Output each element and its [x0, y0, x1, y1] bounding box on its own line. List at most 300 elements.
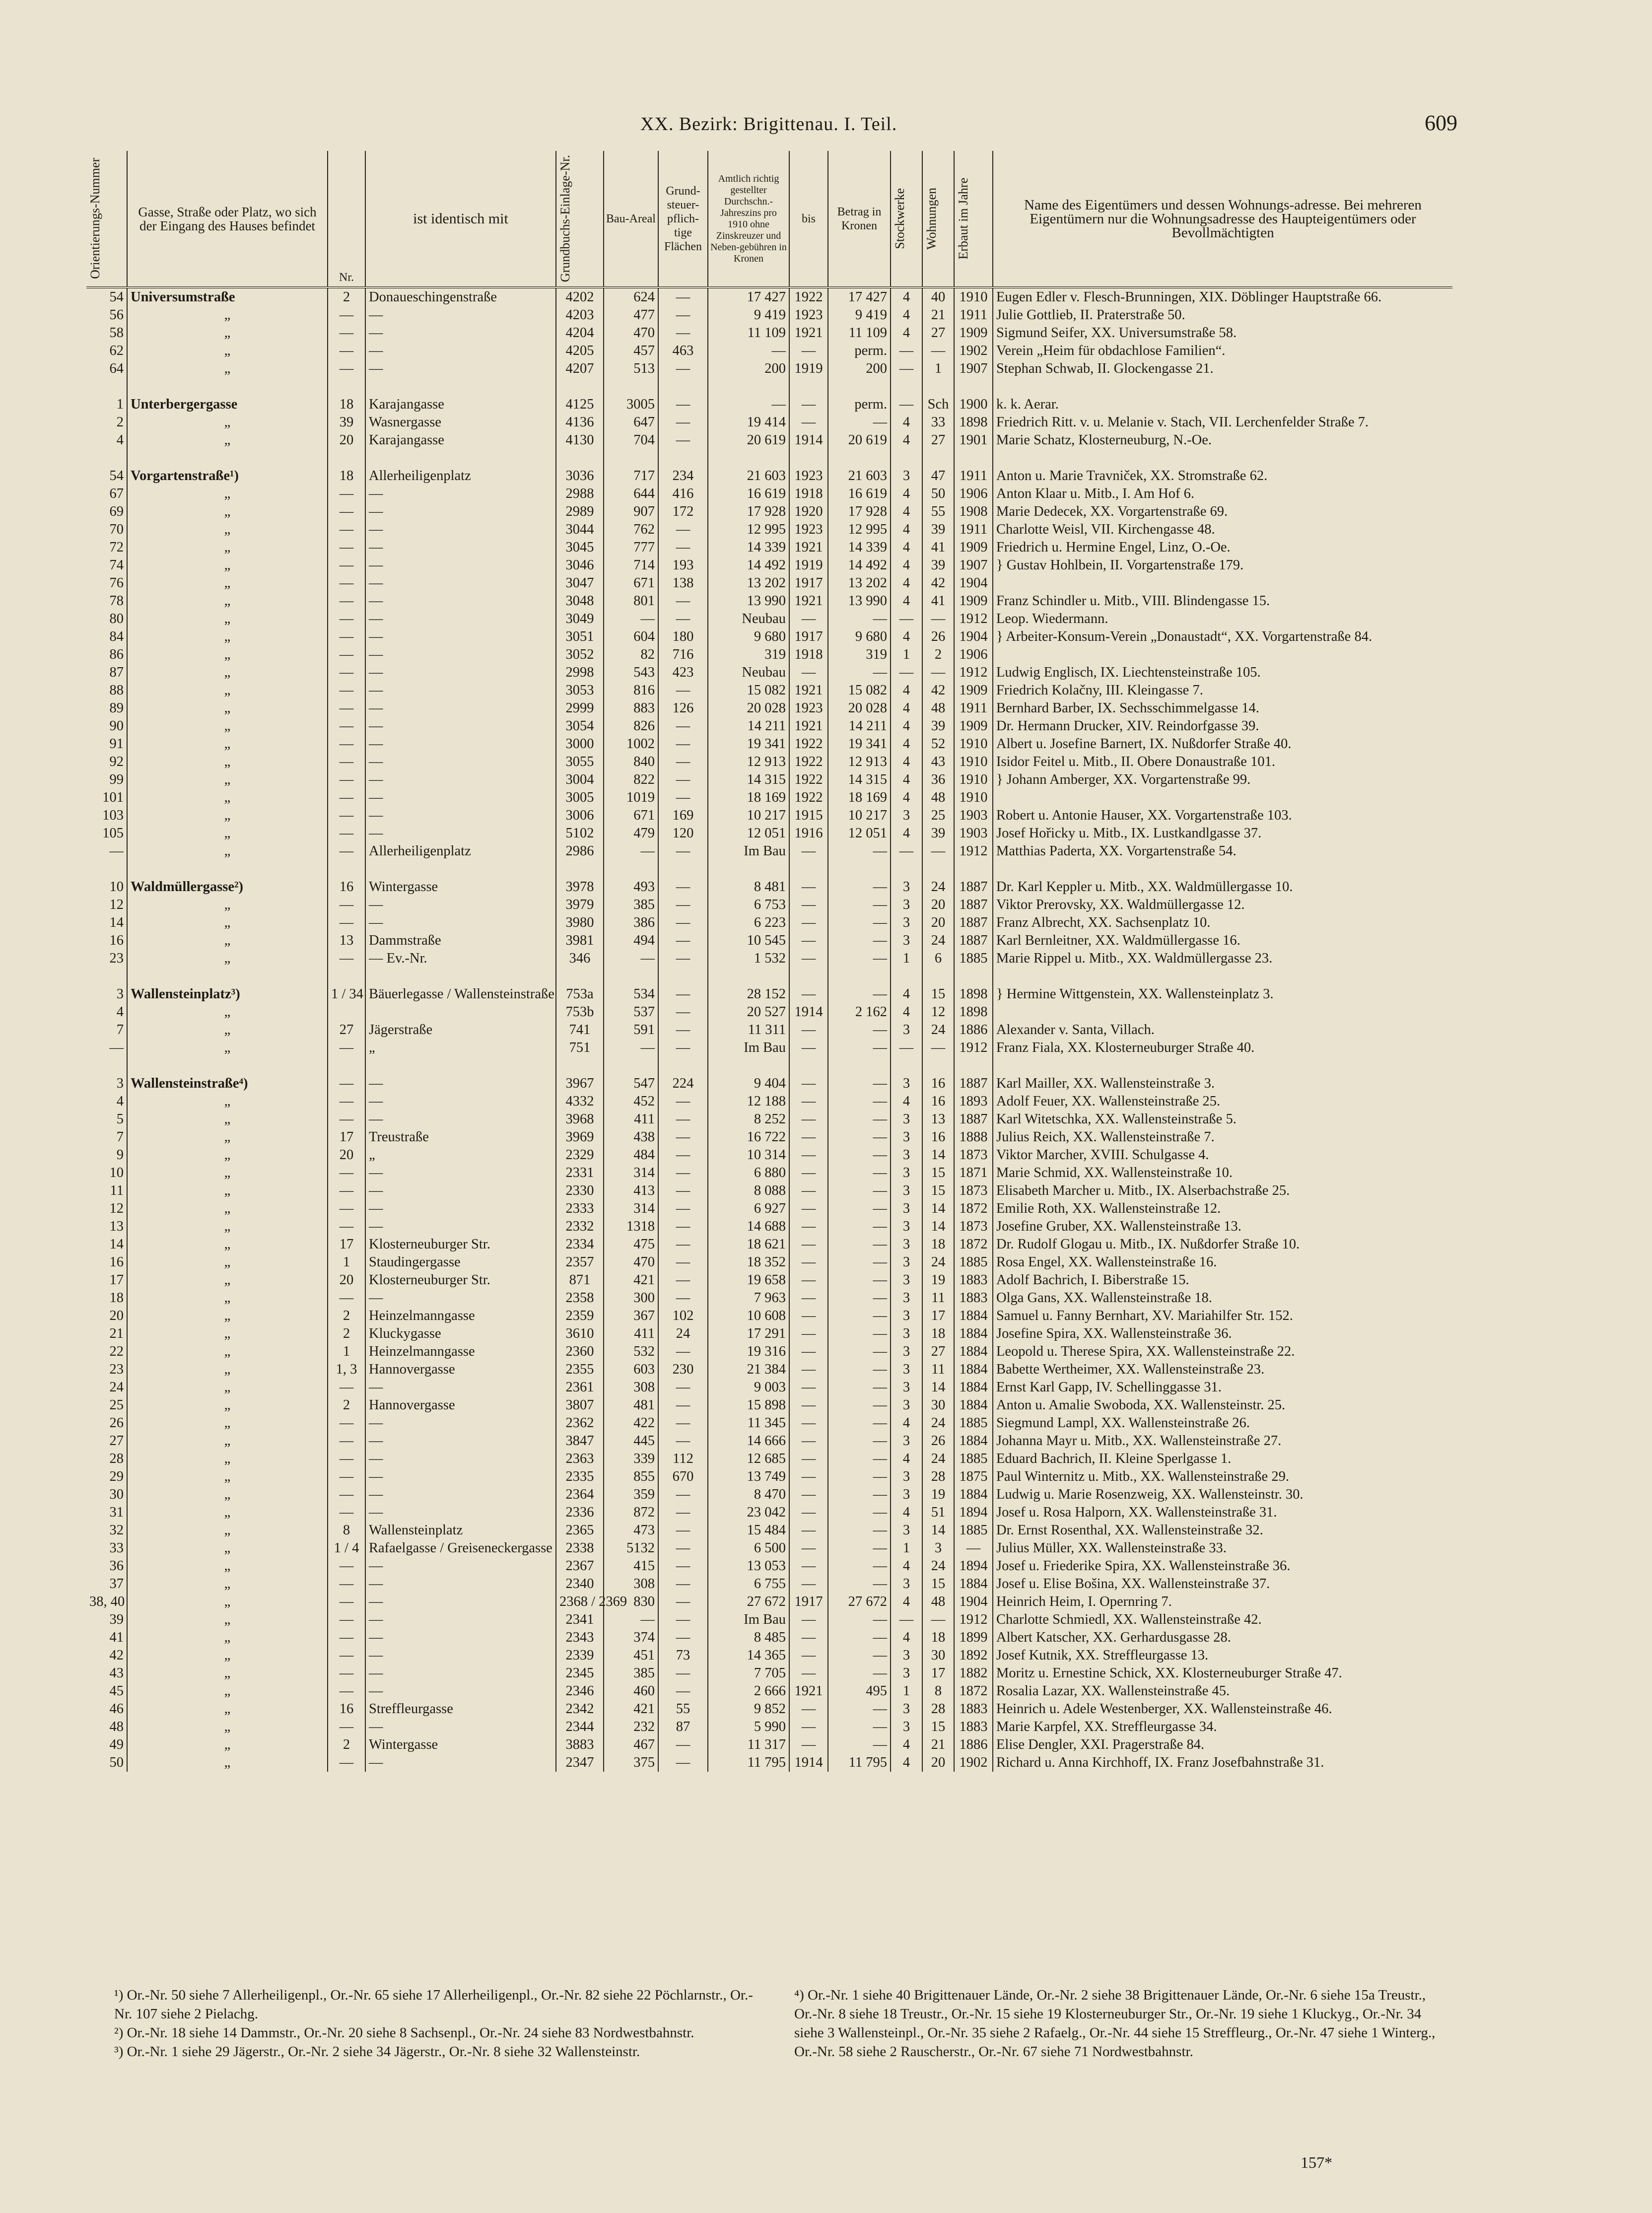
cell-f: — [658, 1343, 708, 1361]
cell-b: — [789, 1575, 828, 1593]
cell-y: 1910 [954, 735, 993, 753]
cell-w: — [922, 842, 954, 860]
cell-o: 27 [86, 1432, 127, 1450]
table-row [86, 628, 1452, 646]
cell-k: 20 028 [828, 699, 891, 717]
cell-z: 8 470 [708, 1486, 789, 1504]
cell-g [556, 968, 604, 985]
cell-st: 4 [891, 789, 922, 807]
cell-f [658, 1057, 708, 1075]
cell-o [86, 378, 127, 396]
cell-o: 42 [86, 1647, 127, 1664]
cell-i: — [365, 1200, 556, 1218]
cell-st: — [891, 610, 922, 628]
cell-e: } Johann Amberger, XX. Vorgartenstraße 99. [996, 772, 1251, 787]
cell-f: — [658, 1486, 708, 1504]
table-row [86, 717, 1452, 735]
cell-e: Dr. Karl Keppler u. Mitb., XX. Waldmüllergasse 10. [996, 879, 1293, 895]
spacer-row [86, 860, 1452, 878]
cell-w [922, 1057, 954, 1075]
cell-z: 19 341 [708, 735, 789, 753]
cell-y: 1887 [954, 1110, 993, 1128]
cell-e: Bernhard Barber, IX. Sechsschimmelgasse 14. [996, 700, 1259, 716]
cell-z: 21 384 [708, 1361, 789, 1379]
cell-k: — [828, 1271, 891, 1289]
cell-o: 25 [86, 1396, 127, 1414]
cell-w: 14 [922, 1146, 954, 1164]
cell-w: 30 [922, 1396, 954, 1414]
cell-n: 1, 3 [328, 1361, 365, 1379]
cell-y: 1884 [954, 1379, 993, 1396]
cell-s: Waldmüllergasse²) [127, 878, 328, 896]
cell-o: 50 [86, 1754, 127, 1772]
cell-o: 16 [86, 1253, 127, 1271]
cell-e: Dr. Ernst Rosenthal, XX. Wallensteinstraße 32. [996, 1522, 1263, 1538]
page-number: 609 [1425, 111, 1457, 135]
cell-e: Albert u. Josefine Barnert, IX. Nußdorfer Straße 40. [996, 736, 1292, 752]
cell-b: — [789, 1664, 828, 1682]
cell-st: 3 [891, 1468, 922, 1486]
cell-e: Marie Karpfel, XX. Streffleurgasse 34. [996, 1719, 1217, 1734]
cell-s [127, 1057, 328, 1075]
cell-f: 24 [658, 1325, 708, 1343]
cell-g: 3052 [556, 646, 604, 664]
cell-st: 3 [891, 1128, 922, 1146]
cell-g: 2341 [556, 1611, 604, 1629]
table-row [86, 1664, 1452, 1682]
cell-b: 1921 [789, 592, 828, 610]
cell-s: „ [127, 932, 328, 950]
table-row [86, 1128, 1452, 1146]
cell-st: 4 [891, 1093, 922, 1110]
cell-w: 6 [922, 950, 954, 968]
cell-e: Friedrich Kolačny, III. Kleingasse 7. [996, 683, 1203, 698]
cell-a: 826 [604, 717, 658, 735]
cell-st: 3 [891, 1075, 922, 1093]
cell-s: „ [127, 1611, 328, 1629]
cell-b: — [789, 1343, 828, 1361]
cell-w: — [922, 664, 954, 682]
cell-o: 4 [86, 1093, 127, 1110]
cell-z: 8 485 [708, 1629, 789, 1647]
cell-w: 18 [922, 1629, 954, 1647]
cell-s: „ [127, 1379, 328, 1396]
cell-n: — [328, 842, 365, 860]
cell-i: — [365, 699, 556, 717]
cell-st: — [891, 342, 922, 360]
cell-z: 6 927 [708, 1200, 789, 1218]
cell-a: 457 [604, 342, 658, 360]
cell-st: 3 [891, 1182, 922, 1200]
cell-z: 12 913 [708, 753, 789, 771]
cell-g: 3051 [556, 628, 604, 646]
cell-e: Ludwig Englisch, IX. Liechtensteinstraße 105. [996, 665, 1261, 680]
cell-f: 73 [658, 1647, 708, 1664]
cell-n: — [328, 1611, 365, 1629]
cell-a: 470 [604, 324, 658, 342]
cell-s: „ [127, 1629, 328, 1647]
cell-f: — [658, 753, 708, 771]
cell-b: — [789, 1468, 828, 1486]
cell-w: 26 [922, 1432, 954, 1450]
cell-n: — [328, 1575, 365, 1593]
cell-a: 624 [604, 287, 658, 306]
table-row [86, 985, 1452, 1003]
cell-z: 16 722 [708, 1128, 789, 1146]
col-bau-areal: Bau-Areal [604, 151, 658, 287]
cell-b: 1915 [789, 807, 828, 825]
cell-a: 82 [604, 646, 658, 664]
cell-a: 704 [604, 431, 658, 449]
cell-z: 18 169 [708, 789, 789, 807]
cell-n: 1 [328, 1343, 365, 1361]
cell-s: „ [127, 807, 328, 825]
cell-e: k. k. Aerar. [996, 397, 1059, 412]
cell-o: 92 [86, 753, 127, 771]
cell-w: 17 [922, 1664, 954, 1682]
cell-st: 3 [891, 932, 922, 950]
cell-st: 3 [891, 878, 922, 896]
table-row [86, 914, 1452, 932]
cell-i: — [365, 1504, 556, 1521]
cell-y: 1910 [954, 753, 993, 771]
cell-k: 17 427 [828, 287, 891, 306]
cell-z: 11 345 [708, 1414, 789, 1432]
cell-b: 1923 [789, 699, 828, 717]
cell-b: 1917 [789, 1593, 828, 1611]
cell-g: 2989 [556, 503, 604, 521]
cell-n: — [328, 807, 365, 825]
cell-w: 19 [922, 1271, 954, 1289]
cell-w: 41 [922, 592, 954, 610]
cell-w: 18 [922, 1325, 954, 1343]
cell-i: Wintergasse [365, 878, 556, 896]
cell-a: 604 [604, 628, 658, 646]
cell-a: 644 [604, 485, 658, 503]
table-row [86, 360, 1452, 378]
cell-s: „ [127, 414, 328, 431]
cell-a: 421 [604, 1700, 658, 1718]
cell-st: 4 [891, 287, 922, 306]
cell-k: — [828, 1128, 891, 1146]
cell-a: 411 [604, 1110, 658, 1128]
cell-e: Friedrich u. Hermine Engel, Linz, O.-Oe. [996, 540, 1231, 555]
cell-e: Marie Schatz, Klosterneuburg, N.-Oe. [996, 432, 1212, 448]
cell-e: Leop. Wiedermann. [996, 611, 1108, 626]
cell-y: 1910 [954, 287, 993, 306]
cell-n: — [328, 1682, 365, 1700]
cell-w: 43 [922, 753, 954, 771]
cell-a: 822 [604, 771, 658, 789]
cell-i [365, 860, 556, 878]
table-row [86, 771, 1452, 789]
cell-n: — [328, 1718, 365, 1736]
cell-n: 20 [328, 1146, 365, 1164]
cell-i: — [365, 1718, 556, 1736]
cell-g: 2345 [556, 1664, 604, 1682]
cell-e: Isidor Feitel u. Mitb., II. Obere Donaustraße 101. [996, 754, 1275, 769]
cell-f: — [658, 1128, 708, 1146]
cell-s: „ [127, 1450, 328, 1468]
cell-w: 14 [922, 1379, 954, 1396]
cell-g: 2338 [556, 1539, 604, 1557]
cell-z: 14 339 [708, 539, 789, 556]
cell-k: — [828, 842, 891, 860]
cell-f: — [658, 1021, 708, 1039]
cell-w: 24 [922, 1253, 954, 1271]
table-row [86, 1539, 1452, 1557]
cell-s: „ [127, 1682, 328, 1700]
cell-f: — [658, 914, 708, 932]
cell-a: 473 [604, 1521, 658, 1539]
cell-y: 1884 [954, 1432, 993, 1450]
cell-g: 2333 [556, 1200, 604, 1218]
cell-b: — [789, 1504, 828, 1521]
cell-e: Friedrich Ritt. v. u. Melanie v. Stach, VII. Lerchenfelder Straße 7. [996, 415, 1369, 430]
table-row [86, 1289, 1452, 1307]
cell-s: „ [127, 1093, 328, 1110]
cell-o: 21 [86, 1325, 127, 1343]
cell-a: 840 [604, 753, 658, 771]
cell-st: 4 [891, 1414, 922, 1432]
cell-st: 4 [891, 699, 922, 717]
cell-n: — [328, 1110, 365, 1128]
cell-s: „ [127, 1504, 328, 1521]
cell-a: — [604, 1039, 658, 1057]
cell-w: 13 [922, 1110, 954, 1128]
cell-n: — [328, 1182, 365, 1200]
cell-y: 1909 [954, 324, 993, 342]
cell-i: — [365, 1075, 556, 1093]
cell-e [993, 574, 1452, 592]
cell-b: — [789, 950, 828, 968]
cell-st: 3 [891, 1361, 922, 1379]
table-row [86, 1468, 1452, 1486]
cell-w: 52 [922, 735, 954, 753]
cell-e: Karl Witetschka, XX. Wallensteinstraße 5. [996, 1111, 1237, 1127]
cell-s: „ [127, 1593, 328, 1611]
cell-o: 11 [86, 1182, 127, 1200]
cell-y: 1884 [954, 1361, 993, 1379]
cell-s: „ [127, 1110, 328, 1128]
cell-y: 1892 [954, 1647, 993, 1664]
cell-a [604, 860, 658, 878]
cell-n: 39 [328, 414, 365, 431]
cell-y: — [954, 1539, 993, 1557]
cell-g: 4136 [556, 414, 604, 431]
cell-k: — [828, 1432, 891, 1450]
cell-z: 11 795 [708, 1754, 789, 1772]
cell-e: Franz Albrecht, XX. Sachsenplatz 10. [996, 915, 1211, 930]
cell-st [891, 378, 922, 396]
cell-n: — [328, 699, 365, 717]
cell-a: 421 [604, 1271, 658, 1289]
cell-i: Karajangasse [365, 396, 556, 414]
cell-e: Anton Klaar u. Mitb., I. Am Hof 6. [996, 486, 1194, 501]
cell-w: 15 [922, 1718, 954, 1736]
cell-k: — [828, 1700, 891, 1718]
cell-a: 411 [604, 1325, 658, 1343]
cell-i: Wintergasse [365, 1736, 556, 1754]
cell-o: 48 [86, 1718, 127, 1736]
cell-z: 12 188 [708, 1093, 789, 1110]
table-row [86, 1754, 1452, 1772]
col-grundbuch: Grundbuchs-Einlage-Nr. [556, 151, 604, 287]
cell-e: Leopold u. Therese Spira, XX. Wallensteinstraße 22. [996, 1344, 1295, 1359]
cell-a: 314 [604, 1200, 658, 1218]
cell-k: — [828, 914, 891, 932]
table-row [86, 1414, 1452, 1432]
cell-o: 72 [86, 539, 127, 556]
cell-g: 2358 [556, 1289, 604, 1307]
cell-f: — [658, 1611, 708, 1629]
cell-k: — [828, 1218, 891, 1236]
cell-w: 39 [922, 556, 954, 574]
table-row [86, 1021, 1452, 1039]
cell-a: 385 [604, 896, 658, 914]
cell-y: 1872 [954, 1682, 993, 1700]
cell-s: „ [127, 574, 328, 592]
cell-f: — [658, 1754, 708, 1772]
cell-o: 103 [86, 807, 127, 825]
cell-n: — [328, 539, 365, 556]
cell-i: — [365, 646, 556, 664]
cell-s: „ [127, 360, 328, 378]
cell-f: — [658, 539, 708, 556]
cell-y: 1902 [954, 342, 993, 360]
cell-k: — [828, 1611, 891, 1629]
cell-y: 1883 [954, 1718, 993, 1736]
cell-f: 138 [658, 574, 708, 592]
cell-g: 753a [556, 985, 604, 1003]
cell-e: Anton u. Marie Travniček, XX. Stromstraße 62. [996, 468, 1268, 484]
cell-o: 29 [86, 1468, 127, 1486]
cell-e: Verein „Heim für obdachlose Familien“. [996, 343, 1226, 358]
cell-k: 13 990 [828, 592, 891, 610]
cell-n: — [328, 1218, 365, 1236]
cell-y: 1898 [954, 985, 993, 1003]
cell-w: 20 [922, 896, 954, 914]
cell-z: 10 545 [708, 932, 789, 950]
table-row [86, 1504, 1452, 1521]
cell-i: — [365, 1164, 556, 1182]
cell-o: 39 [86, 1611, 127, 1629]
col-erbaut: Erbaut im Jahre [954, 151, 993, 287]
table-row [86, 646, 1452, 664]
cell-k: — [828, 1039, 891, 1057]
cell-f: — [658, 789, 708, 807]
cell-z: Im Bau [708, 1611, 789, 1629]
cell-st: 3 [891, 1271, 922, 1289]
cell-b: — [789, 932, 828, 950]
cell-f: — [658, 1736, 708, 1754]
cell-n: 17 [328, 1128, 365, 1146]
col-identical: ist identisch mit [365, 151, 556, 287]
cell-b: — [789, 1289, 828, 1307]
cell-a: 534 [604, 985, 658, 1003]
table-row [86, 682, 1452, 699]
cell-w: 14 [922, 1218, 954, 1236]
cell-o: 2 [86, 414, 127, 431]
cell-g: 3807 [556, 1396, 604, 1414]
cell-k: — [828, 1093, 891, 1110]
cell-z: 6 500 [708, 1539, 789, 1557]
cell-a: — [604, 1611, 658, 1629]
table-row [86, 825, 1452, 842]
cell-g: 3610 [556, 1325, 604, 1343]
cell-k: — [828, 1557, 891, 1575]
cell-n: — [328, 628, 365, 646]
cell-st: 4 [891, 771, 922, 789]
cell-a: 5132 [604, 1539, 658, 1557]
cell-s: „ [127, 753, 328, 771]
table-row [86, 503, 1452, 521]
cell-g: 3049 [556, 610, 604, 628]
cell-w: 24 [922, 878, 954, 896]
cell-e: Viktor Prerovsky, XX. Waldmüllergasse 12. [996, 897, 1245, 912]
cell-st: 3 [891, 1307, 922, 1325]
cell-e: Josefine Spira, XX. Wallensteinstraße 36. [996, 1326, 1232, 1341]
cell-k: — [828, 1414, 891, 1432]
cell-k [828, 449, 891, 467]
cell-k: — [828, 1236, 891, 1253]
cell-k: 11 795 [828, 1754, 891, 1772]
cell-st [891, 449, 922, 467]
cell-n: — [328, 1379, 365, 1396]
cell-k: — [828, 1021, 891, 1039]
cell-o: 91 [86, 735, 127, 753]
cell-s: Wallensteinstraße⁴) [127, 1075, 328, 1093]
cell-n [328, 860, 365, 878]
cell-k: 495 [828, 1682, 891, 1700]
cell-f: — [658, 896, 708, 914]
cell-st: 4 [891, 574, 922, 592]
cell-s: „ [127, 1575, 328, 1593]
cell-a [604, 378, 658, 396]
cell-k: — [828, 1289, 891, 1307]
cell-w: 42 [922, 574, 954, 592]
cell-a: 547 [604, 1075, 658, 1093]
cell-y: 1884 [954, 1486, 993, 1504]
col-orient: Orientierungs-Nummer [86, 151, 127, 287]
cell-w: Sch [922, 396, 954, 414]
table-row [86, 753, 1452, 771]
cell-o: 86 [86, 646, 127, 664]
cell-w: 30 [922, 1647, 954, 1664]
cell-o: 105 [86, 825, 127, 842]
table-row [86, 556, 1452, 574]
table-row [86, 1253, 1452, 1271]
cell-n: 13 [328, 932, 365, 950]
cell-a: 367 [604, 1307, 658, 1325]
cell-b: — [789, 1075, 828, 1093]
cell-g: 3054 [556, 717, 604, 735]
cell-a: 375 [604, 1754, 658, 1772]
cell-y: 1894 [954, 1504, 993, 1521]
cell-i: — [365, 1664, 556, 1682]
cell-b: 1921 [789, 539, 828, 556]
cell-i: — [365, 1450, 556, 1468]
cell-y: 1883 [954, 1271, 993, 1289]
cell-s: „ [127, 1253, 328, 1271]
cell-y: 1886 [954, 1736, 993, 1754]
cell-k: — [828, 1253, 891, 1271]
cell-w: 11 [922, 1361, 954, 1379]
cell-st [891, 968, 922, 985]
cell-i: Bäuerlegasse / Wallensteinstraße [365, 985, 556, 1003]
cell-o: 56 [86, 306, 127, 324]
cell-e [993, 378, 1452, 396]
